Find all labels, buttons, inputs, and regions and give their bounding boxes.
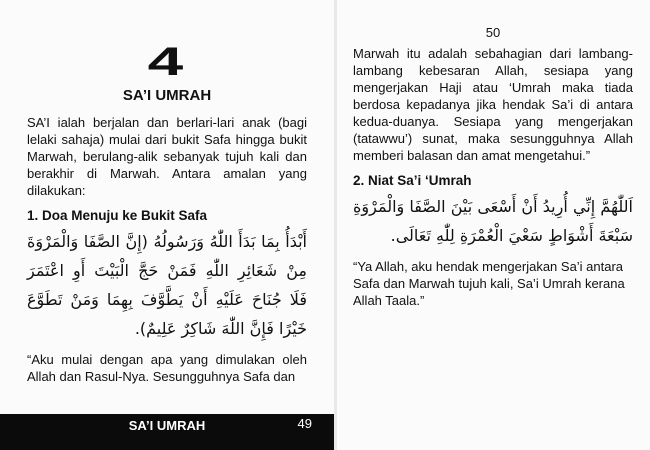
arabic-line: أَبْدَأُ بِمَا بَدَأَ اللّٰهُ وَرَسُولُهُ (إِنَّ الصَّفَا وَالْمَرْوَةَ	[27, 232, 307, 251]
arabic-line: مِنْ شَعَائِرِ اللّٰهِ فَمَنْ حَجَّ الْبَيْتَ أَوِ اعْتَمَرَ	[27, 261, 307, 280]
translation: “Aku mulai dengan apa yang dimulakan oleh Allah dan Rasul-Nya. Sesungguhnya Safa dan	[27, 352, 307, 384]
page-footer	[0, 414, 334, 450]
arabic-prayer	[353, 192, 633, 250]
section-heading: 1. Doa Menuju ke Bukit Safa	[27, 208, 208, 223]
chapter-number: 4	[147, 40, 187, 84]
arabic-line: فَلَا جُنَاحَ عَلَيْهِ أَنْ يَطَّوَّفَ بِهِمَا وَمَنْ تَطَوَّعَ	[27, 290, 307, 309]
arabic-line: خَيْرًا فَإِنَّ اللّٰهَ شَاكِرٌ عَلِيمٌ).	[134, 319, 307, 338]
arabic-prayer	[27, 227, 307, 343]
chapter-title: SA’I UMRAH	[122, 87, 212, 104]
arabic-line: اَللّٰهُمَّ إِنِّي أُرِيدُ أَنْ أَسْعَى بَيْنَ الصَّفَا وَالْمَرْوَةِ	[353, 197, 633, 216]
arabic-line: سَبْعَةَ أَشْوَاطٍ سَعْيَ الْعُمْرَةِ لِلّٰهِ تَعَالَى.	[390, 226, 633, 245]
right-page	[337, 0, 650, 450]
page-number: 50	[485, 25, 501, 40]
left-page-content	[27, 40, 307, 385]
intro-paragraph: SA’I ialah berjalan dan berlari-lari anak (bagi lelaki sahaja) mulai dari bukit Safa hingga bukit Marwah, berulang-alik sebanyak tujuh kali dan berakhir di Marwah. Antara amalan yang dilakukan:	[27, 115, 307, 198]
translation: “Ya Allah, aku hendak mengerjakan Sa’i antara Safa dan Marwah tujuh kali, Sa’i Umrah kerana Allah Taala.”	[353, 259, 625, 308]
page-number: 49	[297, 416, 312, 431]
continuation-paragraph: Marwah itu adalah sebahagian dari lambang-lambang kebesaran Allah, sesiapa yang mengerjakan Haji atau ‘Umrah maka tiada berdosa kepadanya jika hendak Sa’i di antara kedua-duanya. Sesiapa yang mengerjakan (tatawwu’) sunat, maka sesungguhnya Allah memberi balasan dan amat mengetahui.”	[353, 46, 633, 163]
section-heading: 2. Niat Sa’i ‘Umrah	[353, 173, 472, 188]
footer-title: SA’I UMRAH	[128, 418, 206, 433]
right-page-content	[353, 24, 633, 309]
